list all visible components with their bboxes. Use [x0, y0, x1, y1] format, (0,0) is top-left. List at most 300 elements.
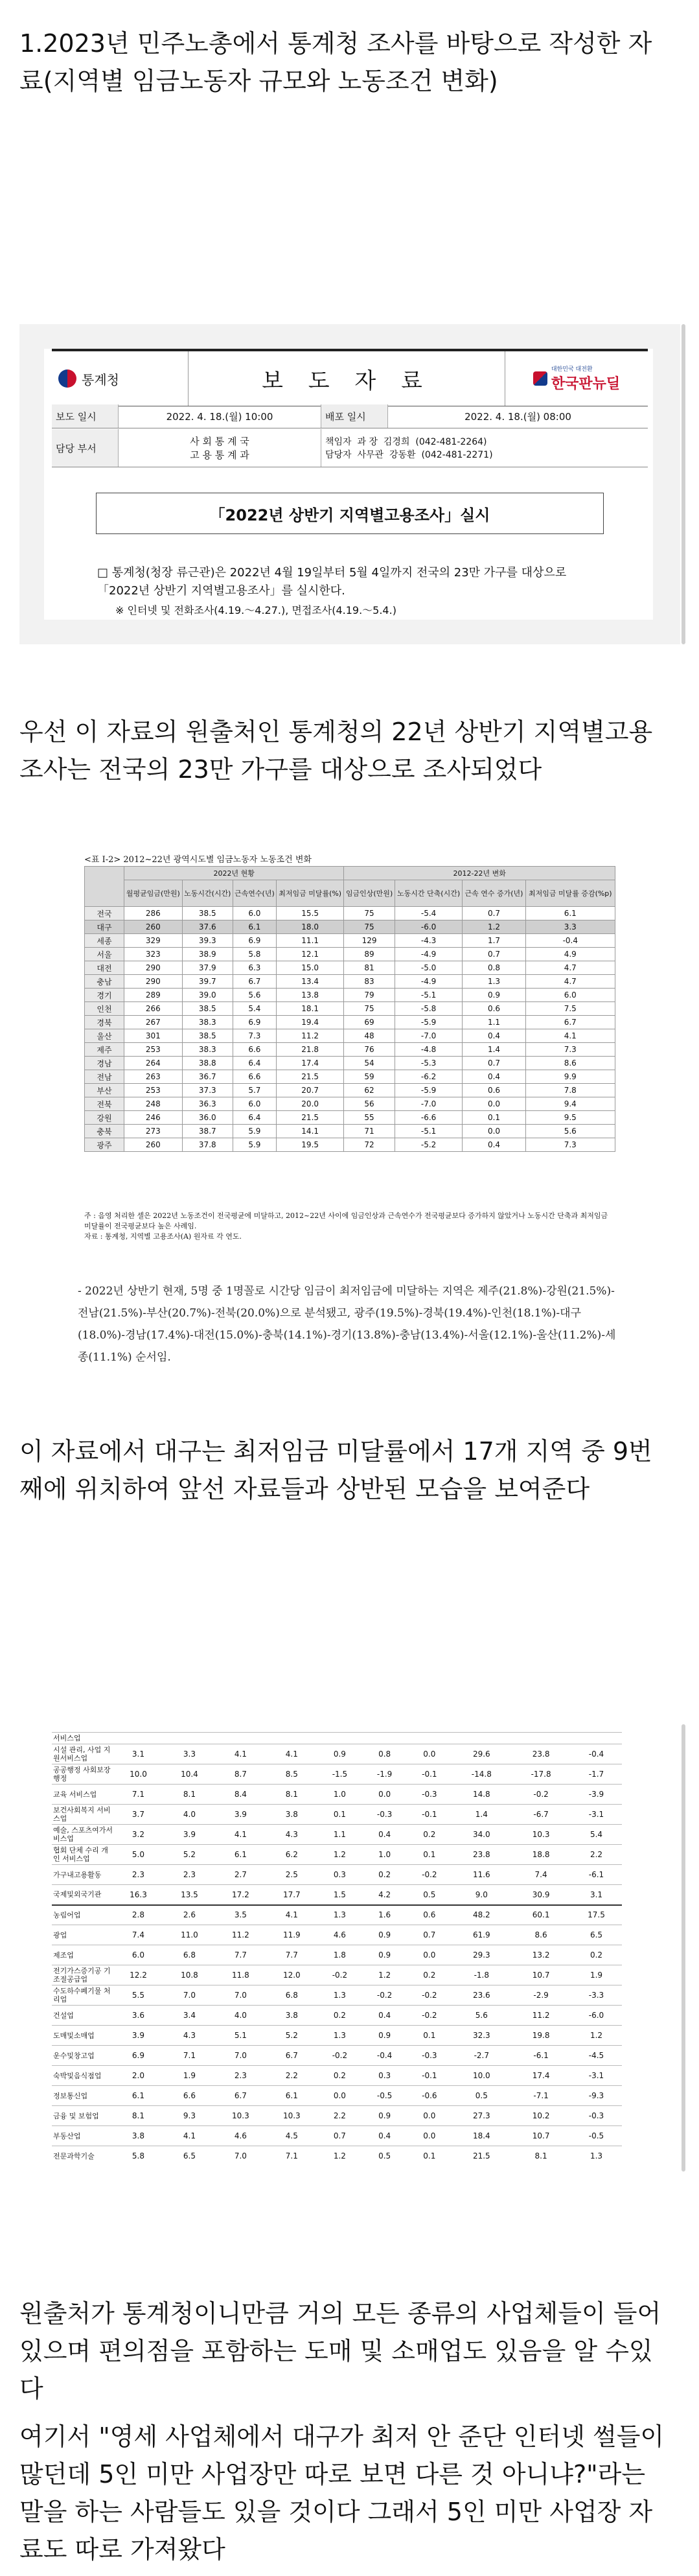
value-cell: [215, 1733, 266, 1744]
industry-label: 농림어업: [52, 1905, 113, 1925]
region-cell: 서울: [85, 948, 124, 961]
value-cell: -6.0: [571, 2006, 622, 2026]
region-cell: 경남: [85, 1057, 124, 1070]
value-cell: 3.7: [113, 1805, 164, 1825]
table-row: [52, 1744, 622, 1764]
value-cell: 6.7: [233, 975, 276, 989]
industry-label: 공공행정 사회보장 행정: [52, 1764, 113, 1785]
value-cell: -0.3: [407, 1785, 452, 1805]
industry-label: 국제및외국기관: [52, 1885, 113, 1905]
value-cell: 323: [124, 948, 183, 961]
industry-label: 전기가스증기공 기조절공급업: [52, 1965, 113, 1985]
value-cell: 4.7: [525, 961, 615, 975]
table-row: [85, 1084, 615, 1097]
value-cell: 290: [124, 961, 183, 975]
value-cell: 83: [344, 975, 395, 989]
value-cell: 6.8: [266, 1985, 317, 2006]
press-row-dates: 보도 일시 2022. 4. 18.(월) 10:00 배포 일시 2022. 4. 18.(월) 08:00: [52, 404, 648, 428]
table-row: [85, 975, 615, 989]
value-cell: 6.2: [266, 1845, 317, 1865]
value-cell: 0.5: [407, 1885, 452, 1905]
value-cell: 38.9: [182, 948, 233, 961]
value-cell: 0.4: [463, 1138, 525, 1152]
value-cell: 17.4: [276, 1057, 344, 1070]
region-cell: 세종: [85, 934, 124, 948]
value-cell: 10.3: [215, 2106, 266, 2126]
value-cell: -1.5: [317, 1764, 362, 1785]
value-cell: 23.8: [452, 1845, 511, 1865]
table-row: [52, 2006, 622, 2026]
industry-label: 보건사회복지 서비스업: [52, 1805, 113, 1825]
value-cell: -0.3: [571, 2106, 622, 2126]
value-cell: 3.1: [571, 1885, 622, 1905]
value-cell: -14.8: [452, 1764, 511, 1785]
value-cell: 10.3: [266, 2106, 317, 2126]
value-cell: -3.9: [571, 1785, 622, 1805]
value-cell: 6.0: [525, 989, 615, 1002]
value-cell: 7.1: [113, 1785, 164, 1805]
value-cell: 0.5: [452, 2086, 511, 2106]
value-cell: 10.7: [511, 1965, 571, 1985]
table1-header: 근속연수(년): [233, 880, 276, 907]
value-cell: 48.2: [452, 1905, 511, 1925]
value-cell: 9.4: [525, 1097, 615, 1111]
table-row: [85, 1043, 615, 1057]
value-cell: -0.2: [317, 2046, 362, 2066]
region-cell: 충북: [85, 1125, 124, 1138]
value-cell: 5.4: [571, 1825, 622, 1845]
value-cell: [317, 1733, 362, 1744]
image-scrollbar-2[interactable]: [682, 1724, 685, 2172]
value-cell: 273: [124, 1125, 183, 1138]
value-cell: -0.3: [362, 1805, 407, 1825]
value-cell: 18.0: [276, 920, 344, 934]
value-cell: 4.6: [317, 1925, 362, 1945]
value-cell: -4.3: [395, 934, 463, 948]
value-cell: 17.2: [215, 1885, 266, 1905]
industry-label: 예술, 스포츠여가서비스업: [52, 1825, 113, 1845]
value-cell: 3.9: [113, 2026, 164, 2046]
value-cell: 37.8: [182, 1138, 233, 1152]
value-cell: 4.9: [525, 948, 615, 961]
value-cell: -6.1: [511, 2046, 571, 2066]
value-cell: 5.6: [452, 2006, 511, 2026]
value-cell: 5.9: [233, 1138, 276, 1152]
table1-header: 최저임금 미달률 증감(%p): [525, 880, 615, 907]
value-cell: 0.9: [362, 2106, 407, 2126]
table-row: [52, 2126, 622, 2146]
table-row: [52, 1925, 622, 1945]
value-cell: 0.9: [362, 1945, 407, 1965]
value-cell: 6.1: [113, 2086, 164, 2106]
value-cell: 0.0: [407, 1945, 452, 1965]
value-cell: 6.7: [215, 2086, 266, 2106]
industry-label: 금융 및 보험업: [52, 2106, 113, 2126]
value-cell: [407, 1733, 452, 1744]
value-cell: 253: [124, 1084, 183, 1097]
value-cell: 0.1: [407, 2146, 452, 2166]
value-cell: 89: [344, 948, 395, 961]
value-cell: 19.4: [276, 1016, 344, 1029]
value-cell: [452, 1733, 511, 1744]
value-cell: 6.6: [233, 1070, 276, 1084]
table-row: [85, 1057, 615, 1070]
value-cell: -1.9: [362, 1764, 407, 1785]
value-cell: 2.8: [113, 1905, 164, 1925]
value-cell: 301: [124, 1029, 183, 1043]
value-cell: 4.1: [164, 2126, 215, 2146]
value-cell: 8.1: [164, 1785, 215, 1805]
value-cell: -0.6: [407, 2086, 452, 2106]
value-cell: 3.6: [113, 2006, 164, 2026]
value-cell: 2.3: [164, 1865, 215, 1885]
table-row: [85, 1070, 615, 1084]
table-row: [85, 1138, 615, 1152]
value-cell: 10.0: [113, 1764, 164, 1785]
region-cell: 경기: [85, 989, 124, 1002]
table-row: [52, 2066, 622, 2086]
value-cell: 0.0: [407, 1744, 452, 1764]
value-cell: 0.2: [362, 1865, 407, 1885]
value-cell: 5.4: [233, 1002, 276, 1016]
value-cell: 7.1: [266, 2146, 317, 2166]
value-cell: 38.3: [182, 1016, 233, 1029]
region-cell: 전남: [85, 1070, 124, 1084]
value-cell: 5.0: [113, 1845, 164, 1865]
value-cell: -5.2: [395, 1138, 463, 1152]
value-cell: 6.9: [233, 934, 276, 948]
value-cell: 1.3: [317, 1905, 362, 1925]
value-cell: 38.5: [182, 1029, 233, 1043]
region-cell: 전북: [85, 1097, 124, 1111]
value-cell: -5.9: [395, 1016, 463, 1029]
value-cell: 10.3: [511, 1825, 571, 1845]
value-cell: 2.2: [317, 2106, 362, 2126]
value-cell: -6.7: [511, 1805, 571, 1825]
value-cell: 0.6: [407, 1905, 452, 1925]
value-cell: 37.9: [182, 961, 233, 975]
value-cell: 1.9: [571, 1965, 622, 1985]
value-cell: 7.0: [215, 1985, 266, 2006]
table-row: [85, 934, 615, 948]
value-cell: 56: [344, 1097, 395, 1111]
value-cell: 7.4: [511, 1865, 571, 1885]
value-cell: 38.3: [182, 1043, 233, 1057]
value-cell: [511, 1733, 571, 1744]
value-cell: 8.5: [266, 1764, 317, 1785]
table-row: [85, 1029, 615, 1043]
value-cell: 0.9: [317, 1744, 362, 1764]
industry-label: 협회 단체 수리 개인 서비스업: [52, 1845, 113, 1865]
value-cell: 1.4: [452, 1805, 511, 1825]
value-cell: 9.3: [164, 2106, 215, 2126]
value-cell: 10.2: [511, 2106, 571, 2126]
value-cell: 17.5: [571, 1905, 622, 1925]
value-cell: 11.2: [276, 1029, 344, 1043]
value-cell: 6.6: [233, 1043, 276, 1057]
value-cell: 0.4: [362, 2126, 407, 2146]
value-cell: 4.1: [215, 1744, 266, 1764]
value-cell: 0.0: [317, 2086, 362, 2106]
value-cell: 0.0: [407, 2106, 452, 2126]
value-cell: 21.5: [452, 2146, 511, 2166]
value-cell: -2.7: [452, 2046, 511, 2066]
value-cell: 0.9: [463, 989, 525, 1002]
value-cell: 0.7: [407, 1925, 452, 1945]
press-note: ※ 인터넷 및 전화조사(4.19.～4.27.), 면접조사(4.19.～5.4.): [115, 604, 396, 616]
value-cell: 39.3: [182, 934, 233, 948]
value-cell: 3.3: [525, 920, 615, 934]
value-cell: 61.9: [452, 1925, 511, 1945]
table-row: [52, 1764, 622, 1785]
value-cell: 29.3: [452, 1945, 511, 1965]
value-cell: -7.0: [395, 1029, 463, 1043]
value-cell: -3.1: [571, 1805, 622, 1825]
table1-summary: - 2022년 상반기 현재, 5명 중 1명꼴로 시간당 임금이 최저임금에 미달하는 지역은 제주(21.8%)-강원(21.5%)-전남(21.5%)-부산(20.7%)-전북(20.0%)으로 분석됐고, 광주(19.5%)-경북(19.4%)-인천(18.1%)-대구(18.0%)-경남(17.4%)-대전(15.0%)-충북(14.1%)-경기(13.8%)-충남(13.4%)-서울(12.1%)-울산(11.2%)-세종(11.1%) 순서임.: [78, 1285, 616, 1364]
value-cell: 6.0: [113, 1945, 164, 1965]
table1-notes: 주 : 음영 처리한 셀은 2022년 노동조건이 전국평균에 미달하고, 2012~22년 사이에 임금인상과 근속연수가 전국평균보다 증가하지 않았거나 노동시간 단축과 최저임금 미달률이 전국평균보다 높은 사례임. 자료 : 통계청, 지역별 고용조사(A) 원자료 각 연도.: [84, 1212, 608, 1241]
value-cell: 0.5: [362, 2146, 407, 2166]
value-cell: 267: [124, 1016, 183, 1029]
value-cell: 8.7: [215, 1764, 266, 1785]
value-cell: 4.3: [266, 1825, 317, 1845]
value-cell: 0.0: [407, 2126, 452, 2146]
table1-header: 노동시간(시간): [182, 880, 233, 907]
value-cell: 0.9: [362, 2026, 407, 2046]
value-cell: 286: [124, 907, 183, 920]
table-row: [52, 2146, 622, 2166]
value-cell: 21.5: [276, 1111, 344, 1125]
value-cell: 69: [344, 1016, 395, 1029]
value-cell: -6.0: [395, 920, 463, 934]
table1-header: 노동시간 단축(시간): [395, 880, 463, 907]
value-cell: 2.2: [266, 2066, 317, 2086]
value-cell: 36.7: [182, 1070, 233, 1084]
region-cell: 대구: [85, 920, 124, 934]
region-cell: 인천: [85, 1002, 124, 1016]
table-row: [52, 2106, 622, 2126]
value-cell: 4.0: [215, 2006, 266, 2026]
value-cell: 6.6: [164, 2086, 215, 2106]
value-cell: -6.1: [571, 1865, 622, 1885]
table-row: [85, 1016, 615, 1029]
value-cell: 8.6: [525, 1057, 615, 1070]
table-row: [52, 1885, 622, 1905]
value-cell: 13.2: [511, 1945, 571, 1965]
value-cell: -5.1: [395, 1125, 463, 1138]
value-cell: 9.0: [452, 1885, 511, 1905]
value-cell: 10.7: [511, 2126, 571, 2146]
value-cell: 1.2: [463, 920, 525, 934]
value-cell: 20.7: [276, 1084, 344, 1097]
value-cell: 290: [124, 975, 183, 989]
value-cell: 27.3: [452, 2106, 511, 2126]
value-cell: -5.8: [395, 1002, 463, 1016]
press-row-dept: 담당 부서 사 회 통 계 국 고 용 통 계 과 책임자 과 장 김경희 (042-481-2264) 담당자 사무관 강동환 (042-481-2271): [52, 429, 648, 467]
value-cell: 253: [124, 1043, 183, 1057]
value-cell: 18.1: [276, 1002, 344, 1016]
table-row: [52, 1805, 622, 1825]
value-cell: 5.2: [266, 2026, 317, 2046]
value-cell: 5.6: [233, 989, 276, 1002]
value-cell: 248: [124, 1097, 183, 1111]
value-cell: -4.9: [395, 948, 463, 961]
value-cell: 0.3: [317, 1865, 362, 1885]
value-cell: 0.4: [463, 1029, 525, 1043]
value-cell: 6.1: [215, 1845, 266, 1865]
table-row: [85, 989, 615, 1002]
value-cell: 1.3: [463, 975, 525, 989]
value-cell: 6.9: [233, 1016, 276, 1029]
value-cell: 1.8: [317, 1945, 362, 1965]
value-cell: 12.1: [276, 948, 344, 961]
press-announce: 「2022년 상반기 지역별고용조사」실시: [96, 493, 604, 534]
value-cell: 13.5: [164, 1885, 215, 1905]
value-cell: 3.8: [266, 1805, 317, 1825]
value-cell: 2.6: [164, 1905, 215, 1925]
region-cell: 대전: [85, 961, 124, 975]
value-cell: 1.9: [164, 2066, 215, 2086]
industry-table: [52, 1732, 622, 2166]
value-cell: 329: [124, 934, 183, 948]
value-cell: -6.6: [395, 1111, 463, 1125]
value-cell: 17.7: [266, 1885, 317, 1905]
value-cell: -9.3: [571, 2086, 622, 2106]
value-cell: 0.8: [463, 961, 525, 975]
value-cell: 263: [124, 1070, 183, 1084]
value-cell: 2.3: [215, 2066, 266, 2086]
value-cell: 1.6: [362, 1905, 407, 1925]
value-cell: 1.3: [317, 2026, 362, 2046]
value-cell: -6.2: [395, 1070, 463, 1084]
value-cell: 246: [124, 1111, 183, 1125]
value-cell: 3.4: [164, 2006, 215, 2026]
value-cell: 55: [344, 1111, 395, 1125]
value-cell: 75: [344, 920, 395, 934]
value-cell: 11.9: [266, 1925, 317, 1945]
value-cell: 4.7: [525, 975, 615, 989]
table-row: [52, 1905, 622, 1925]
value-cell: 2.0: [113, 2066, 164, 2086]
industry-label: 서비스업: [52, 1733, 113, 1744]
newdeal-logo-icon: [533, 371, 547, 386]
table1-corner: [85, 867, 124, 907]
value-cell: 10.4: [164, 1764, 215, 1785]
value-cell: 81: [344, 961, 395, 975]
value-cell: 1.0: [362, 1845, 407, 1865]
table1-header: 최저임금 미달률(%): [276, 880, 344, 907]
table-row: [52, 1865, 622, 1885]
value-cell: 1.2: [571, 2026, 622, 2046]
value-cell: 12.2: [113, 1965, 164, 1985]
paragraph-source: 우선 이 자료의 원출처인 통계청의 22년 상반기 지역별고용조사는 전국의 23만 가구를 대상으로 조사되었다: [19, 718, 653, 784]
table-row: [52, 2046, 622, 2066]
industry-label: 교육 서비스업: [52, 1785, 113, 1805]
table1-group-2022: 2022년 현황: [124, 867, 344, 880]
value-cell: 17.4: [511, 2066, 571, 2086]
kostat-logo-icon: [58, 369, 76, 388]
value-cell: 7.0: [164, 1985, 215, 2006]
value-cell: [571, 1733, 622, 1744]
region-cell: 울산: [85, 1029, 124, 1043]
value-cell: [266, 1733, 317, 1744]
value-cell: 266: [124, 1002, 183, 1016]
image-scrollbar[interactable]: [682, 324, 685, 644]
value-cell: 5.2: [164, 1845, 215, 1865]
value-cell: 4.3: [164, 2026, 215, 2046]
value-cell: 19.8: [511, 2026, 571, 2046]
value-cell: 289: [124, 989, 183, 1002]
value-cell: 19.5: [276, 1138, 344, 1152]
industry-label: 전문과학기술: [52, 2146, 113, 2166]
table-row: [52, 1985, 622, 2006]
value-cell: 0.4: [362, 1825, 407, 1845]
value-cell: 0.1: [463, 1111, 525, 1125]
value-cell: -4.9: [395, 975, 463, 989]
value-cell: 54: [344, 1057, 395, 1070]
value-cell: -5.4: [395, 907, 463, 920]
value-cell: 0.4: [362, 2006, 407, 2026]
value-cell: 1.3: [317, 1985, 362, 2006]
value-cell: 5.1: [215, 2026, 266, 2046]
value-cell: [362, 1733, 407, 1744]
value-cell: 71: [344, 1125, 395, 1138]
value-cell: 13.4: [276, 975, 344, 989]
value-cell: 0.9: [362, 1925, 407, 1945]
table1-group-change: 2012-22년 변화: [344, 867, 615, 880]
value-cell: 0.1: [407, 2026, 452, 2046]
value-cell: 6.5: [571, 1925, 622, 1945]
industry-label: 도매및소매업: [52, 2026, 113, 2046]
value-cell: 5.7: [233, 1084, 276, 1097]
table-row: [52, 1825, 622, 1845]
value-cell: 2.3: [113, 1865, 164, 1885]
region-cell: 부산: [85, 1084, 124, 1097]
value-cell: [164, 1733, 215, 1744]
value-cell: 6.9: [113, 2046, 164, 2066]
value-cell: 13.8: [276, 989, 344, 1002]
value-cell: 21.8: [276, 1043, 344, 1057]
value-cell: 0.7: [463, 948, 525, 961]
value-cell: 38.5: [182, 907, 233, 920]
value-cell: 8.1: [511, 2146, 571, 2166]
region-cell: 전국: [85, 907, 124, 920]
industry-label: 제조업: [52, 1945, 113, 1965]
value-cell: 8.1: [113, 2106, 164, 2126]
value-cell: 3.8: [113, 2126, 164, 2146]
press-header: [52, 349, 648, 406]
value-cell: 4.0: [164, 1805, 215, 1825]
value-cell: 8.6: [511, 1925, 571, 1945]
value-cell: -4.5: [571, 2046, 622, 2066]
value-cell: 0.1: [317, 1805, 362, 1825]
value-cell: 7.5: [525, 1002, 615, 1016]
value-cell: 0.2: [407, 1825, 452, 1845]
industry-label: 가구내고용활동: [52, 1865, 113, 1885]
value-cell: 6.3: [233, 961, 276, 975]
value-cell: 6.4: [233, 1111, 276, 1125]
value-cell: 37.6: [182, 920, 233, 934]
press-brand: 대한민국 대전환 한국판뉴딜: [505, 364, 648, 393]
value-cell: -0.3: [407, 2046, 452, 2066]
value-cell: 0.2: [571, 1945, 622, 1965]
value-cell: 6.0: [233, 907, 276, 920]
value-cell: 38.8: [182, 1057, 233, 1070]
value-cell: -0.2: [407, 1865, 452, 1885]
value-cell: 2.2: [571, 1845, 622, 1865]
value-cell: 129: [344, 934, 395, 948]
value-cell: 0.7: [463, 907, 525, 920]
